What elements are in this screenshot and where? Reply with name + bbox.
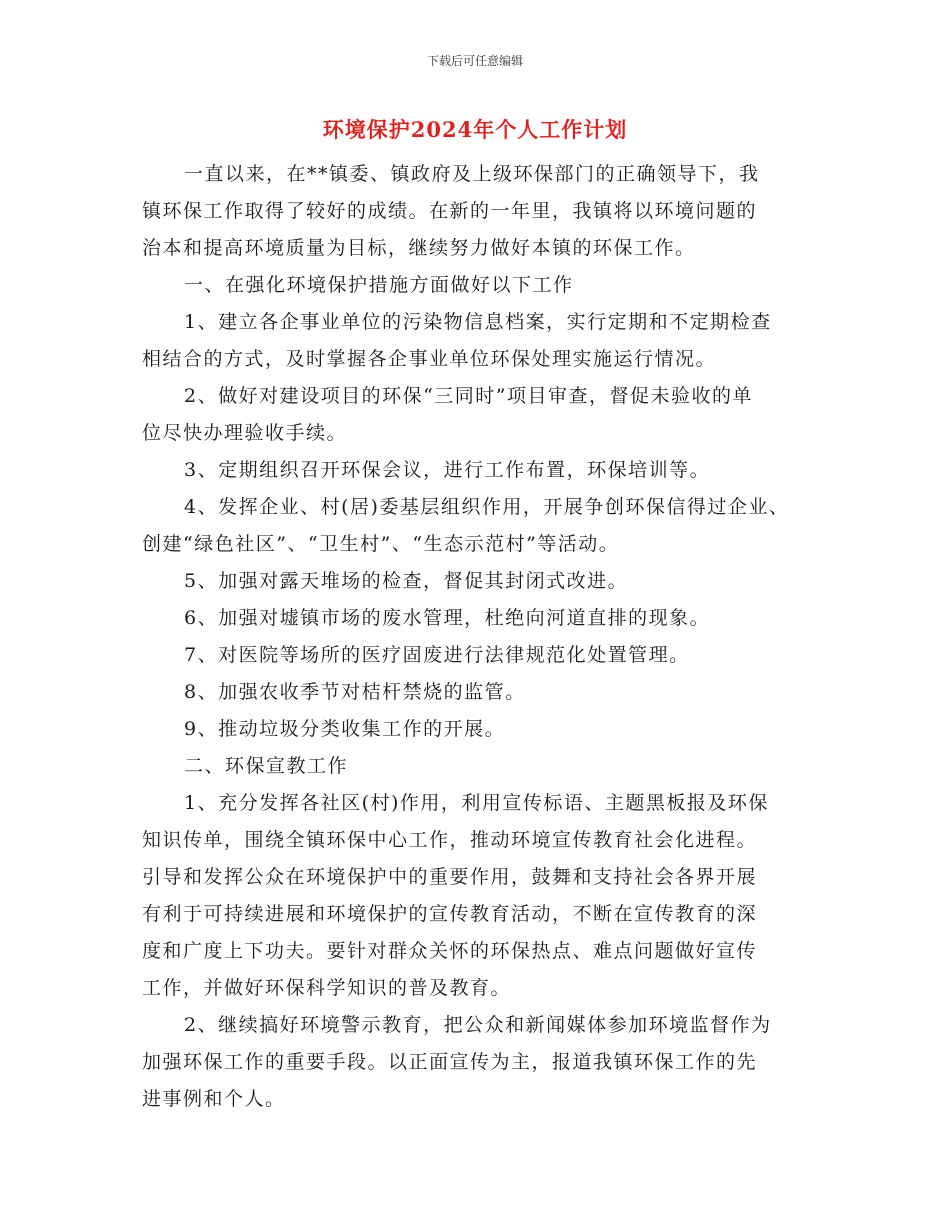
text-line: 镇环保工作取得了较好的成绩。在新的一年里，我镇将以环境问题的 — [142, 200, 758, 222]
text-line: 进事例和个人。 — [142, 1088, 286, 1110]
text-line: 9、推动垃圾分类收集工作的开展。 — [184, 718, 506, 740]
text-line: 相结合的方式，及时掌握各企事业单位环保处理实施运行情况。 — [142, 348, 717, 370]
text-line: 位尽快办理验收手续。 — [142, 422, 348, 444]
text-line: 二、环保宣教工作 — [184, 755, 349, 777]
text-line: 一直以来，在**镇委、镇政府及上级环保部门的正确领导下，我 — [184, 163, 760, 185]
text-line: 2、继续搞好环境警示教育，把公众和新闻媒体参加环境监督作为 — [184, 1014, 772, 1036]
text-line: 治本和提高环境质量为目标，继续努力做好本镇的环保工作。 — [142, 237, 696, 259]
text-line: 有利于可持续进展和环境保护的宣传教育活动，不断在宣传教育的深 — [142, 903, 758, 925]
text-line: 4、发挥企业、村(居)委基层组织作用，开展争创环保信得过企业、 — [184, 496, 790, 518]
text-line: 1、建立各企事业单位的污染物信息档案，实行定期和不定期检查 — [184, 311, 772, 333]
text-line: 加强环保工作的重要手段。以正面宣传为主，报道我镇环保工作的先 — [142, 1051, 758, 1073]
text-line: 8、加强农收季节对桔杆禁烧的监管。 — [184, 681, 526, 703]
text-line: 创建“绿色社区”、“卫生村”、“生态示范村”等活动。 — [142, 533, 620, 555]
text-line: 1、充分发挥各社区(村)作用，利用宣传标语、主题黑板报及环保 — [184, 792, 769, 814]
text-line: 引导和发挥公众在环境保护中的重要作用，鼓舞和支持社会各界开展 — [142, 866, 758, 888]
text-line: 2、做好对建设项目的环保“三同时”项目审查，督促未验收的单 — [184, 385, 754, 407]
header-note: 下载后可任意编辑 — [426, 54, 523, 68]
text-line: 6、加强对墟镇市场的废水管理，杜绝向河道直排的现象。 — [184, 607, 711, 629]
document-title: 环境保护2024年个人工作计划 — [322, 117, 628, 142]
text-line: 7、对医院等场所的医疗固废进行法律规范化处置管理。 — [184, 644, 690, 666]
text-line: 一、在强化环境保护措施方面做好以下工作 — [184, 274, 574, 296]
text-line: 3、定期组织召开环保会议，进行工作布置，环保培训等。 — [184, 459, 711, 481]
text-line: 度和广度上下功夫。要针对群众关怀的环保热点、难点问题做好宣传 — [142, 940, 758, 962]
text-line: 工作，并做好环保科学知识的普及教育。 — [142, 977, 512, 999]
text-line: 5、加强对露天堆场的检查，督促其封闭式改进。 — [184, 570, 629, 592]
document-body — [142, 156, 822, 1118]
text-line: 知识传单，围绕全镇环保中心工作，推动环境宣传教育社会化进程。 — [142, 829, 758, 851]
